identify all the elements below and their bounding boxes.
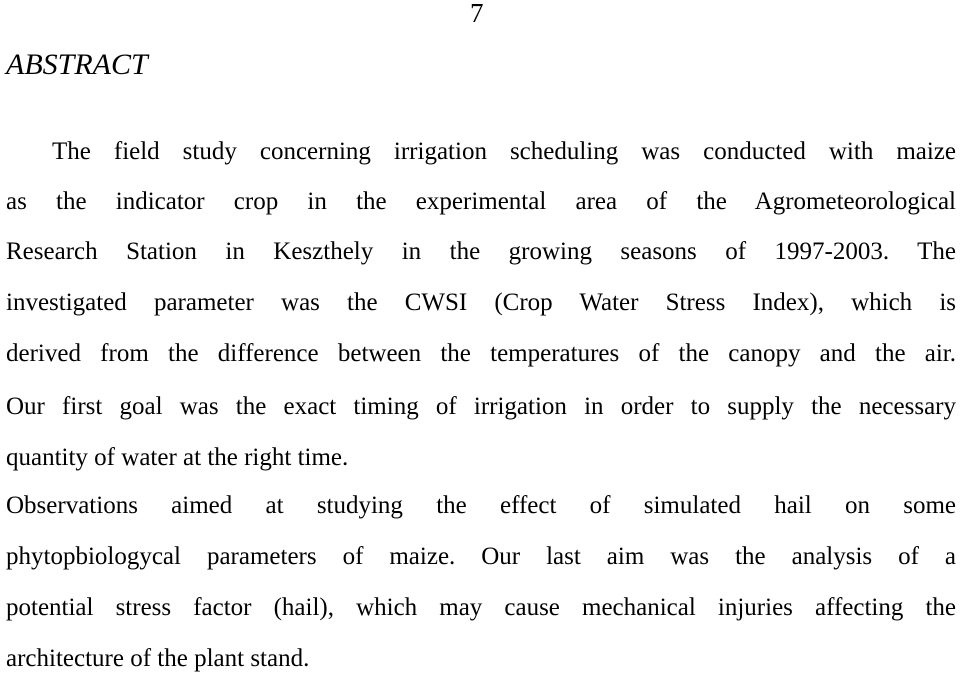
abstract-line: Observations aimed at studying the effect of simulated hail on some [6,492,956,519]
abstract-line: Research Station in Keszthely in the growing seasons of 1997-2003. The [6,238,956,265]
abstract-line: quantity of water at the right time. [6,444,349,471]
abstract-line: as the indicator crop in the experimental area of the Agrometeorological [6,188,956,215]
abstract-line: potential stress factor (hail), which may cause mechanical injuries affecting the [6,594,956,621]
abstract-line: phytopbiologycal parameters of maize. Our last aim was the analysis of a [6,543,956,570]
abstract-line: The field study concerning irrigation scheduling was conducted with maize [52,138,956,165]
abstract-line: derived from the difference between the temperatures of the canopy and the air. [6,340,956,367]
page-number: 7 [470,0,484,28]
abstract-heading: ABSTRACT [6,48,148,81]
abstract-line: Our first goal was the exact timing of irrigation in order to supply the necessary [6,393,956,420]
abstract-line: architecture of the plant stand. [6,645,310,672]
abstract-line: investigated parameter was the CWSI (Crop Water Stress Index), which is [6,289,956,316]
